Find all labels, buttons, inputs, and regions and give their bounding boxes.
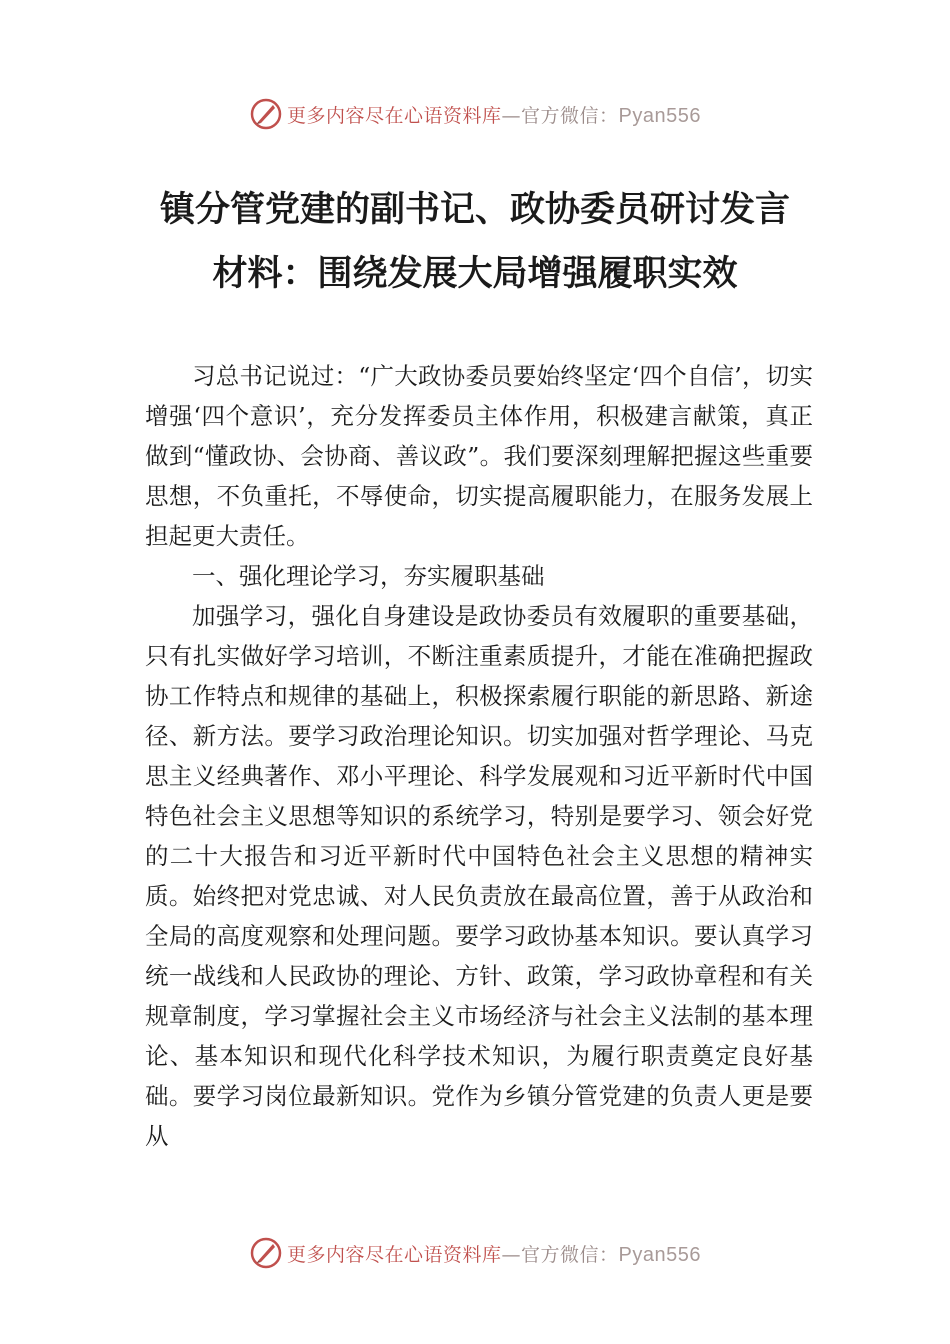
section-heading: 一、强化理论学习，夯实履职基础	[192, 562, 545, 590]
document-body	[145, 356, 813, 1156]
watermark-channel-label: 官方微信：	[521, 1243, 619, 1266]
title-line-2: 材料：围绕发展大局增强履职实效	[212, 254, 738, 294]
watermark-wechat-id: Pyan556	[618, 104, 701, 127]
watermark-wechat-id: Pyan556	[618, 1243, 701, 1266]
document-title	[130, 178, 820, 306]
watermark-channel-label: 官方微信：	[521, 104, 619, 127]
watermark-site-text: 更多内容尽在心语资料库	[287, 1243, 502, 1266]
quill-seal-icon	[249, 97, 283, 131]
paragraph-section-1: 加强学习，强化自身建设是政协委员有效履职的重要基础，只有扎实做好学习培训，不断注重素质提升，才能在准确把握政协工作特点和规律的基础上，积极探索履行职能的新思路、新途径、新方法。要学习政治理论知识。切实加强对哲学理论、马克思主义经典著作、邓小平理论、科学发展观和习近平新时代中国特色社会主义思想等知识的系统学习，特别是要学习、领会好党的二十大报告和习近平新时代中国特色社会主义思想的精神实质。始终把对党忠诚、对人民负责放在最高位置，善于从政治和全局的高度观察和处理问题。要学习政协基本知识。要认真学习统一战线和人民政协的理论、方针、政策，学习政协章程和有关规章制度，学习掌握社会主义市场经济与社会主义法制的基本理论、基本知识和现代化科学技术知识，为履行职责奠定良好基础。要学习岗位最新知识。党作为乡镇分管党建的负责人更是要从	[145, 602, 813, 1150]
watermark-separator: —	[501, 104, 522, 127]
paragraph-intro: 习总书记说过：“广大政协委员要始终坚定‘四个自信’，切实增强‘四个意识’，充分发挥委员主体作用，积极建言献策，真正做到“懂政协、会协商、善议政”。我们要深刻理解把握这些重要思想，不负重托，不辱使命，切实提高履职能力，在服务发展上担起更大责任。	[145, 362, 813, 550]
watermark-banner-bottom	[0, 1231, 950, 1275]
watermark-site-text: 更多内容尽在心语资料库	[287, 104, 502, 127]
watermark-banner-top	[0, 92, 950, 136]
watermark-text	[287, 101, 701, 128]
title-line-1: 镇分管党建的副书记、政协委员研讨发言	[159, 190, 790, 230]
watermark-text	[287, 1240, 701, 1267]
watermark-separator: —	[501, 1243, 522, 1266]
quill-seal-icon	[249, 1236, 283, 1270]
